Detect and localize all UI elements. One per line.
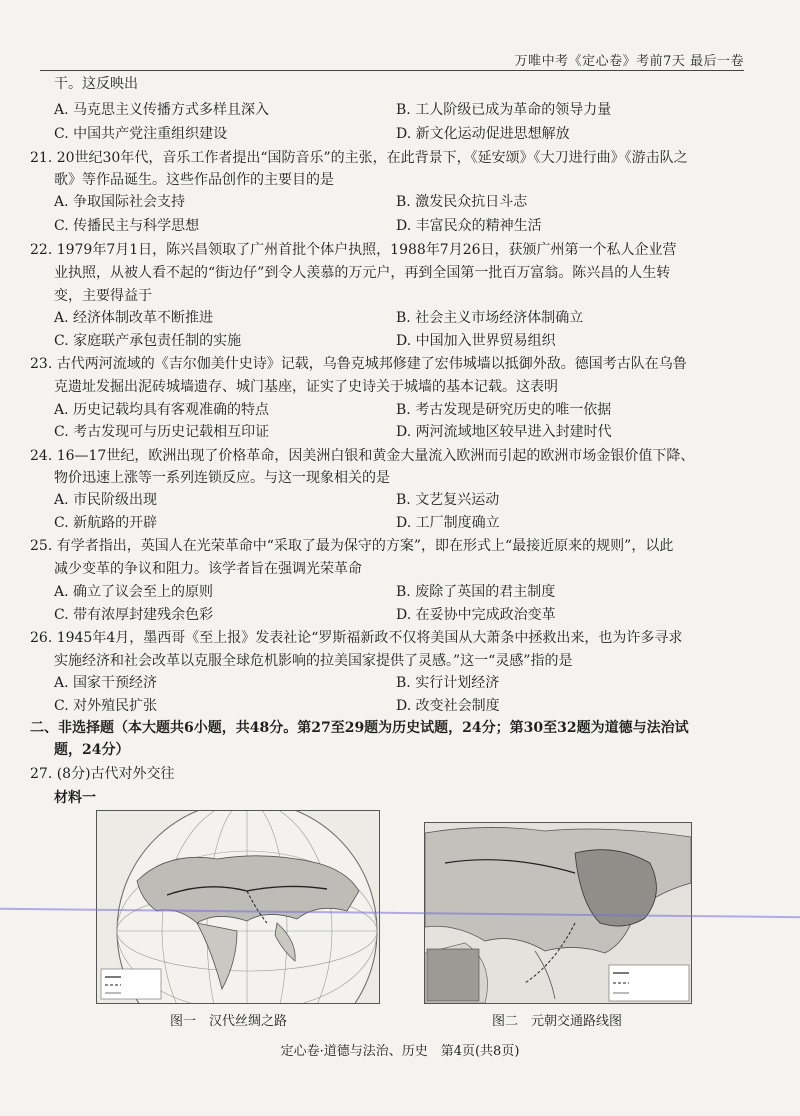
q23-option-d: D. 两河流域地区较早进入封建时代 [396, 424, 612, 440]
q26-stem-line-2: 实施经济和社会改革以克服全球危机影响的拉美国家提供了灵感。”这一“灵感”指的是 [54, 653, 573, 669]
q21-option-d: D. 丰富民众的精神生活 [396, 218, 542, 234]
q24-stem-line-2: 物价迅速上涨等一系列连锁反应。与这一现象相关的是 [54, 470, 390, 486]
q21-stem-line-1: 21. 20世纪30年代，音乐工作者提出“国防音乐”的主张，在此背景下，《延安颂》《大刀进行曲》《游击队之 [30, 150, 688, 166]
q20-option-b: B. 工人阶级已成为革命的领导力量 [396, 102, 612, 118]
q24-option-c: C. 新航路的开辟 [54, 515, 158, 531]
q20-option-d: D. 新文化运动促进思想解放 [396, 126, 570, 142]
q26-option-a: A. 国家干预经济 [54, 675, 158, 691]
figure-2-caption: 图二 元朝交通路线图 [492, 1014, 623, 1029]
q22-stem-line-3: 变，主要得益于 [54, 288, 152, 304]
q25-option-a: A. 确立了议会至上的原则 [54, 584, 214, 600]
q23-stem-line-2: 克遗址发掘出泥砖城墙遗存、城门基座，证实了史诗关于城墙的基本记载。这表明 [54, 379, 558, 395]
figure-1-silk-road-map [96, 810, 380, 1004]
q22-option-a: A. 经济体制改革不断推进 [54, 310, 214, 326]
q21-option-c: C. 传播民主与科学思想 [54, 218, 200, 234]
section-2-heading-line-2: 题，24分） [54, 742, 130, 758]
q20-stem-tail: 干。这反映出 [54, 76, 138, 92]
q22-option-d: D. 中国加入世界贸易组织 [396, 333, 556, 349]
q26-option-b: B. 实行计划经济 [396, 675, 500, 691]
q22-option-c: C. 家庭联产承包责任制的实施 [54, 333, 242, 349]
q21-option-a: A. 争取国际社会支持 [54, 194, 186, 210]
q24-stem-line-1: 24. 16—17世纪，欧洲出现了价格革命，因美洲白银和黄金大量流入欧洲而引起的欧洲市场金银价值下降、 [30, 448, 695, 464]
figure-1-caption: 图一 汉代丝绸之路 [170, 1014, 288, 1029]
q24-option-a: A. 市民阶级出现 [54, 492, 158, 508]
q26-option-d: D. 改变社会制度 [396, 698, 500, 714]
q21-stem-line-2: 歌》等作品诞生。这些作品创作的主要目的是 [54, 172, 334, 188]
q23-stem-line-1: 23. 古代两河流域的《吉尔伽美什史诗》记载，乌鲁克城邦修建了宏伟城墙以抵御外敌。德国考古队在乌鲁 [30, 356, 687, 372]
q22-option-b: B. 社会主义市场经济体制确立 [396, 310, 584, 326]
q23-option-b: B. 考古发现是研究历史的唯一依据 [396, 402, 612, 418]
q25-option-c: C. 带有浓厚封建残余色彩 [54, 607, 214, 623]
q26-option-c: C. 对外殖民扩张 [54, 698, 158, 714]
q22-stem-line-1: 22. 1979年7月1日，陈兴昌领取了广州首批个体户执照，1988年7月26日，获颁广州第一个私人企业营 [30, 242, 677, 258]
page-footer: 定心卷·道德与法治、历史 第4页(共8页) [280, 1044, 520, 1059]
q27-title: 27. (8分)古代对外交往 [30, 766, 175, 782]
q23-option-a: A. 历史记载均具有客观准确的特点 [54, 402, 270, 418]
globe-map-graphic [97, 811, 379, 1003]
header-rule [40, 70, 744, 71]
q25-stem-line-2: 减少变革的争议和阻力。该学者旨在强调光荣革命 [54, 561, 362, 577]
material-1-label: 材料一 [54, 790, 96, 806]
q22-stem-line-2: 业执照，从被人看不起的“街边仔”到令人羡慕的万元户，再到全国第一批百万富翁。陈兴昌的人生转 [54, 265, 671, 281]
q24-option-d: D. 工厂制度确立 [396, 515, 500, 531]
section-2-heading-line-1: 二、非选择题（本大题共6小题，共48分。第27至29题为历史试题，24分；第30至32题为道德与法治试 [30, 720, 689, 736]
q20-option-a: A. 马克思主义传播方式多样且深入 [54, 102, 270, 118]
q25-option-d: D. 在妥协中完成政治变革 [396, 607, 556, 623]
q21-option-b: B. 激发民众抗日斗志 [396, 194, 528, 210]
q23-option-c: C. 考古发现可与历史记载相互印证 [54, 424, 270, 440]
q25-stem-line-1: 25. 有学者指出，英国人在光荣革命中“采取了最为保守的方案”，即在形式上“最接近原来的规则”，以此 [30, 538, 674, 554]
q26-stem-line-1: 26. 1945年4月，墨西哥《至上报》发表社论“罗斯福新政不仅将美国从大萧条中拯救出来，也为许多寻求 [30, 630, 683, 646]
page-header: 万唯中考《定心卷》考前7天 最后一卷 [514, 54, 744, 69]
q20-option-c: C. 中国共产党注重组织建设 [54, 126, 228, 142]
q25-option-b: B. 废除了英国的君主制度 [396, 584, 556, 600]
q24-option-b: B. 文艺复兴运动 [396, 492, 500, 508]
